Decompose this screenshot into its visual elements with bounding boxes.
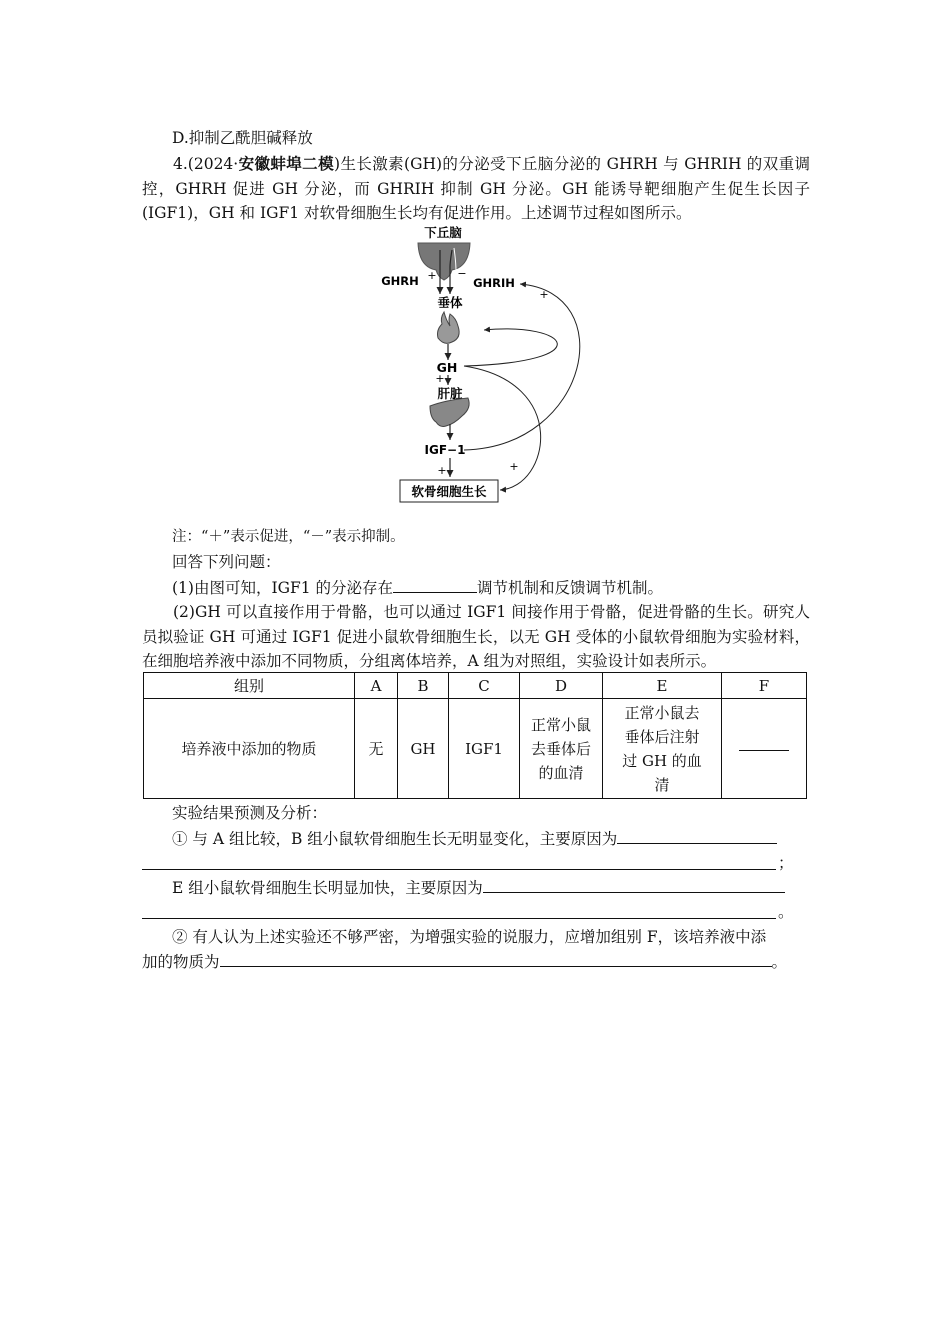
igf-plus: + [437, 464, 447, 477]
label-liver: 肝脏 [437, 386, 463, 401]
liver-shape [430, 398, 469, 427]
note: 注：“＋”表示促进，“－”表示抑制。 [172, 529, 405, 545]
target-plus: + [509, 460, 519, 473]
table-row: 培养液中添加的物质 无 GH IGF1 正常小鼠去垂体后的血清 正常小鼠去垂体后注射过 GH 的血清 [144, 699, 807, 799]
experiment-table [143, 672, 807, 799]
question-1: (1)由图可知，IGF1 的分泌存在 调节机制和反馈调节机制。 [172, 576, 663, 599]
gh-plus: + [435, 372, 445, 385]
question-intro: 4.(2024·安徽蚌埠二模)生长激素(GH)的分泌受下丘脑分泌的 GHRH 与 GHRIH 的双重调控，GHRH 促进 GH 分泌，而 GHRIH 抑制 GH 分泌。GH 能诱导靶细胞产生促生长因子(IGF1)，GH 和 IGF1 对软骨细胞生长均有促进作用。上述调节过程如图所示。 [142, 154, 810, 222]
result-1a: ① 与 A 组比较，B 组小鼠软骨细胞生长无明显变化，主要原因为 [172, 827, 777, 850]
question-number: 4. [173, 155, 188, 173]
ghrih-minus: − [457, 267, 467, 280]
label-pituitary: 垂体 [437, 295, 463, 310]
prompt: 回答下列问题： [172, 553, 281, 571]
option-d: D.抑制乙酰胆碱释放 [172, 129, 313, 147]
label-igf: IGF−1 [424, 443, 466, 457]
answer-blank-4[interactable] [220, 950, 772, 967]
label-hypothalamus: 下丘脑 [424, 225, 462, 240]
label-target: 软骨细胞生长 [411, 484, 487, 499]
table-cell-f[interactable] [722, 699, 807, 799]
question-source: 安徽蚌埠二模 [238, 154, 334, 173]
label-ghrih: GHRIH [473, 276, 515, 290]
question-2: (2)GH 可以直接作用于骨骼，也可以通过 IGF1 间接作用于骨骼，促进骨骼的生长。研究人员拟验证 GH 可通过 IGF1 促进小鼠软骨细胞生长，以无 GH 受体的小鼠软骨细胞为实验材料，在细胞培养液中添加不同物质，分组离体培养，A 组为对照组，实验设计如表所示。 [142, 603, 810, 670]
answer-blank-2-cont[interactable] [142, 868, 776, 870]
answer-blank-2[interactable] [617, 827, 777, 844]
label-gh: GH [436, 360, 458, 375]
label-ghrh: GHRH [381, 274, 419, 288]
result-2-line2: 加的物质为 。 [142, 950, 787, 973]
answer-blank-1[interactable] [393, 576, 477, 593]
question-text: 生长激素(GH)的分泌受下丘脑分泌的 GHRH 与 GHRIH 的双重调控，GHRH 促进 GH 分泌，而 GHRIH 抑制 GH 分泌。GH 能诱导靶细胞产生促生长因子(IGF1)，GH 和 IGF1 对软骨细胞生长均有促进作用。上述调节过程如图所示。 [142, 155, 810, 222]
results-title: 实验结果预测及分析： [172, 804, 328, 822]
ghrh-plus: + [427, 269, 437, 282]
ghrih-plus: + [539, 288, 549, 301]
document-page: D.抑制乙酰胆碱释放 4.(2024·安徽蚌埠二模)生长激素(GH)的分泌受下丘脑分泌的 GHRH 与 GHRIH 的双重调控，GHRH 促进 GH 分泌，而 GHRIH 抑制 GH 分泌。GH 能诱导靶细胞产生促生长因子(IGF1)，GH 和 IGF1 对软骨细胞生长均有促进作用。上述调节过程如图所示。 下丘脑 GHRH + − GHRIH 垂体 GH + 肝脏 IGF−1 + 软骨细胞生长 + + 注：“＋”表示促进，“－”表示抑制。 回答下列问题： (1)由图可知，IGF1 的分泌存在 调节机制和反馈调节机制。 (2)GH 可以直接作用于骨骼，也可以通过 IGF1 间接作用于骨骼，促进骨骼的生长。研究人员拟验证 GH 可通过 IGF1 促进小鼠软骨细胞生长，以无 GH 受体的小鼠软骨细胞为实验材料，在细胞培养液中添加不同物质，分组离体培养，A 组为对照组，实验设计如表所示。 组别 A B C D E F 培养液中添加的物质 无 GH IGF1 正常小鼠去垂体后的血清 正常小鼠去垂体后注射过 GH 的血清 实验结果预测及分析： ① 与 A 组比较，B 组小鼠软骨细胞生长无明显变化，主要原因为 ； E 组小鼠软骨细胞生长明显加快，主要原因为 。 ② 有人认为上述实验还不够严密，为增强实验的说服力，应增加组别 F，该培养液中添 加的物质为 。 [142, 129, 810, 971]
result-2-line1: ② 有人认为上述实验还不够严密，为增强实验的说服力，应增加组别 F，该培养液中添 [172, 928, 767, 946]
table-header-row: 组别 A B C D E F [144, 673, 807, 699]
answer-blank-3[interactable] [483, 876, 785, 893]
result-1b: E 组小鼠软骨细胞生长明显加快，主要原因为 [172, 876, 785, 899]
gh-to-target-arrow [464, 366, 541, 490]
pituitary-shape [438, 312, 460, 343]
answer-blank-3-cont[interactable] [142, 917, 776, 919]
igf-to-ghrih-arrow [464, 284, 580, 450]
gh-to-pituitary-arrow [464, 329, 557, 366]
regulation-diagram [370, 222, 610, 512]
